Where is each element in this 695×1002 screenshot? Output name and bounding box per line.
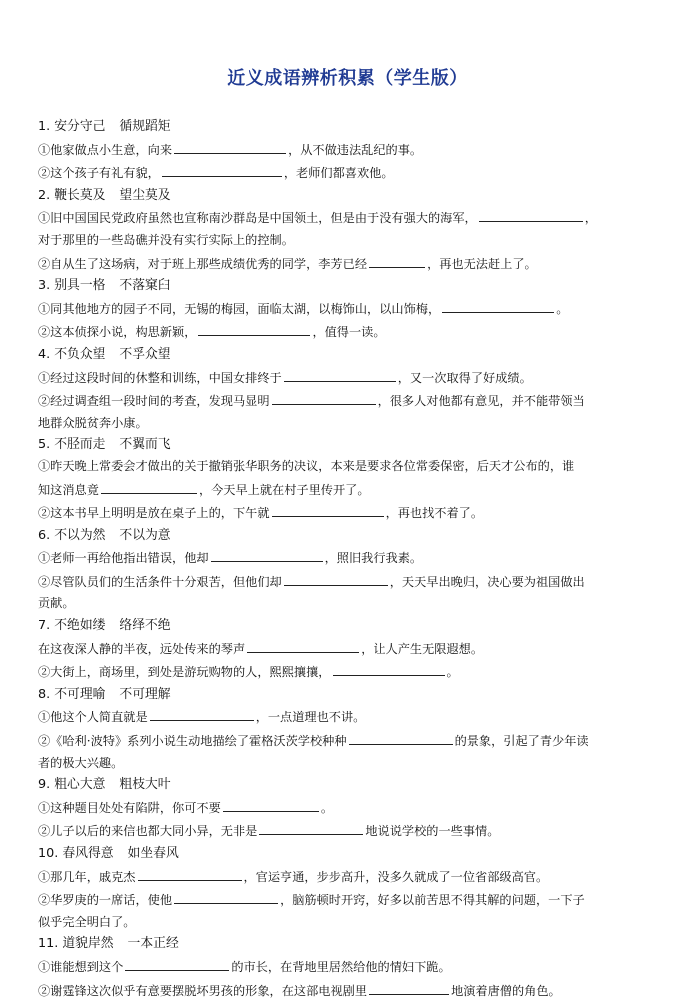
idiom-b: 望尘莫及 (119, 187, 171, 203)
idiom-b: 不翼而飞 (119, 437, 171, 453)
answer-blank[interactable] (272, 389, 376, 405)
answer-blank[interactable] (247, 637, 359, 653)
sentence-text: ，再也找不着了。 (385, 506, 484, 521)
answer-blank[interactable] (479, 206, 583, 222)
idiom-a: 不可理喻 (54, 686, 106, 702)
sentence-1-1 (38, 138, 662, 162)
sentence-text: ，再也无法赶上了。 (427, 256, 537, 271)
question-heading-1 (38, 116, 662, 138)
sentence-3-1 (38, 297, 662, 321)
sentence-7-1 (38, 637, 662, 661)
sentence-text: ，很多人对他都有意见，并不能带领当 (377, 394, 585, 409)
sentence-text: ①经过这段时间的休整和训练，中国女排终于 (38, 370, 282, 385)
sentence-8-2 (38, 729, 662, 753)
question-heading-10 (38, 843, 662, 865)
answer-blank[interactable] (284, 570, 388, 586)
answer-blank[interactable] (125, 955, 229, 971)
sentence-text: ①旧中国国民党政府虽然也宣称南沙群岛是中国领土，但是由于没有强大的海军， (38, 211, 477, 226)
question-number: 6. (38, 527, 51, 543)
answer-blank[interactable] (211, 546, 323, 562)
sentence-text: ②自从生了这场病，对于班上那些成绩优秀的同学，李芳已经 (38, 256, 368, 271)
sentence-text: ②谢霆锋这次似乎有意要摆脱坏男孩的形象，在这部电视剧里 (38, 983, 368, 998)
sentence-text: ①那几年，戚克杰 (38, 869, 136, 884)
idiom-a: 鞭长莫及 (54, 187, 106, 203)
idiom-b: 络绎不绝 (119, 618, 171, 634)
question-number: 9. (38, 777, 51, 793)
idiom-b: 循规蹈矩 (119, 119, 171, 134)
idiom-a: 不绝如缕 (54, 618, 106, 634)
idiom-a: 不以为然 (54, 527, 106, 543)
sentence-4-2 (38, 389, 662, 413)
answer-blank[interactable] (138, 865, 242, 881)
answer-blank[interactable] (198, 320, 310, 336)
sentence-text: 。 (320, 800, 333, 815)
sentence-text: ，天天早出晚归，决心要为祖国做出 (389, 574, 585, 589)
idiom-b: 不孚众望 (119, 346, 171, 362)
answer-blank[interactable] (174, 138, 286, 154)
answer-blank[interactable] (174, 888, 278, 904)
question-heading-9 (38, 774, 662, 796)
sentence-text: ，照旧我行我素。 (324, 551, 423, 566)
answer-blank[interactable] (101, 478, 197, 494)
sentence-7-2 (38, 660, 662, 684)
sentence-4-1 (38, 366, 662, 390)
question-number: 5. (38, 437, 51, 453)
question-list (38, 116, 662, 1002)
sentence-1-2 (38, 161, 662, 185)
sentence-text: ②尽管队员们的生活条件十分艰苦，但他们却 (38, 574, 282, 589)
answer-blank[interactable] (150, 705, 254, 721)
sentence-10-2-cont: 似乎完全明白了。 (38, 914, 136, 929)
question-number: 8. (38, 686, 51, 702)
sentence-4-2-cont: 地群众脱贫奔小康。 (38, 415, 148, 430)
sentence-2-1-cont: 对于那里的一些岛礁并没有实行实际上的控制。 (38, 232, 294, 247)
sentence-5-1: ①昨天晚上常委会才做出的关于撤销张华职务的决议，本来是要求各位常委保密，后天才公布的，谁 (38, 458, 575, 473)
sentence-6-2 (38, 570, 662, 594)
sentence-text: 的景象，引起了青少年读 (454, 734, 589, 749)
sentence-8-2-cont: 者的极大兴趣。 (38, 755, 124, 770)
question-heading-11 (38, 933, 662, 955)
idiom-a: 春风得意 (62, 846, 114, 861)
sentence-text: ②经过调查组一段时间的考查，发现马显明 (38, 394, 270, 409)
sentence-text: 。 (556, 301, 569, 316)
sentence-5-2 (38, 501, 662, 525)
sentence-text: ，老师们都喜欢他。 (283, 166, 394, 181)
sentence-10-1 (38, 865, 662, 889)
sentence-11-2 (38, 979, 662, 1002)
sentence-text: ，让人产生无限遐想。 (361, 641, 484, 656)
answer-blank[interactable] (272, 501, 384, 517)
question-heading-6 (38, 525, 662, 547)
sentence-text: ①老师一再给他指出错误，他却 (38, 551, 209, 566)
question-number: 3. (38, 278, 51, 294)
idiom-a: 不胫而走 (54, 437, 106, 453)
answer-blank[interactable] (333, 660, 445, 676)
answer-blank[interactable] (369, 979, 449, 995)
question-number: 11. (38, 936, 59, 952)
sentence-text: ①谁能想到这个 (38, 959, 124, 974)
question-heading-8 (38, 684, 662, 706)
sentence-text: ，脑筋顿时开窍，好多以前苦思不得其解的问题，一下子 (280, 893, 585, 908)
sentence-5-1-cont (38, 478, 662, 502)
sentence-text: 知这消息竟 (38, 482, 99, 497)
idiom-a: 粗心大意 (54, 777, 106, 793)
question-number: 7. (38, 618, 51, 634)
question-heading-2 (38, 185, 662, 207)
answer-blank[interactable] (223, 796, 319, 812)
sentence-6-1 (38, 546, 662, 570)
question-number: 4. (38, 346, 51, 362)
idiom-a: 不负众望 (54, 346, 106, 362)
question-heading-7 (38, 615, 662, 637)
answer-blank[interactable] (442, 297, 554, 313)
sentence-text: ②这个孩子有礼有貌， (38, 166, 160, 181)
idiom-b: 不以为意 (119, 527, 171, 543)
sentence-text: 地演着唐僧的角色。 (451, 983, 561, 998)
sentence-text: ①同其他地方的园子不同，无锡的梅园，面临太湖，以梅饰山，以山饰梅， (38, 301, 441, 316)
sentence-6-2-cont: 贡献。 (38, 596, 75, 611)
question-number: 1. (38, 119, 51, 134)
sentence-text: ②大街上，商场里，到处是游玩购物的人，熙熙攘攘， (38, 665, 331, 680)
sentence-text: ，官运亨通，步步高升，没多久就成了一位省部级高官。 (243, 869, 549, 884)
idiom-a: 别具一格 (54, 278, 106, 294)
sentence-text: 在这夜深人静的半夜，远处传来的琴声 (38, 641, 246, 656)
sentence-text: ，又一次取得了好成绩。 (397, 370, 532, 385)
sentence-10-2 (38, 888, 662, 912)
sentence-text: ，一点道理也不讲。 (255, 710, 366, 725)
sentence-2-1 (38, 206, 662, 230)
sentence-9-2 (38, 819, 662, 843)
question-number: 10. (38, 846, 59, 861)
page-title: 近义成语辨析积累（学生版） (227, 68, 468, 89)
sentence-text: ， (584, 211, 597, 226)
sentence-text: ②这本侦探小说，构思新颖， (38, 325, 197, 340)
idiom-b: 粗枝大叶 (119, 777, 171, 793)
answer-blank[interactable] (259, 819, 363, 835)
sentence-9-1 (38, 796, 662, 820)
sentence-text: ，值得一读。 (312, 325, 386, 340)
sentence-text: ②华罗庚的一席话，使他 (38, 893, 173, 908)
question-heading-4 (38, 344, 662, 366)
sentence-text: 的市长，在背地里居然给他的情妇下跪。 (231, 959, 451, 974)
sentence-text: ①他这个人简直就是 (38, 710, 148, 725)
sentence-text: ②这本书早上明明是放在桌子上的，下午就 (38, 506, 270, 521)
sentence-text: ，从不做违法乱纪的事。 (288, 142, 423, 157)
idiom-b: 一本正经 (127, 936, 179, 952)
sentence-3-2 (38, 320, 662, 344)
sentence-text: 地说说学校的一些事情。 (365, 824, 500, 839)
question-number: 2. (38, 187, 51, 203)
sentence-11-1 (38, 955, 662, 979)
idiom-b: 如坐春风 (127, 846, 179, 861)
sentence-8-1 (38, 705, 662, 729)
answer-blank[interactable] (349, 729, 453, 745)
sentence-text: ，今天早上就在村子里传开了。 (198, 482, 370, 497)
answer-blank[interactable] (284, 366, 396, 382)
sentence-text: ②《哈利·波特》系列小说生动地描绘了霍格沃茨学校种种 (38, 734, 347, 749)
idiom-b: 不落窠臼 (119, 278, 171, 294)
question-heading-5 (38, 434, 662, 456)
sentence-text: ②儿子以后的来信也都大同小异，无非是 (38, 824, 258, 839)
answer-blank[interactable] (369, 252, 425, 268)
answer-blank[interactable] (162, 161, 282, 177)
question-heading-3 (38, 275, 662, 297)
sentence-text: ①这种题目处处有陷阱，你可不要 (38, 800, 221, 815)
idiom-a: 安分守己 (54, 119, 106, 134)
sentence-2-2 (38, 252, 662, 276)
sentence-text: ①他家做点小生意，向来 (38, 142, 173, 157)
idiom-b: 不可理解 (119, 686, 171, 702)
sentence-text: 。 (446, 665, 459, 680)
idiom-a: 道貌岸然 (62, 936, 114, 952)
